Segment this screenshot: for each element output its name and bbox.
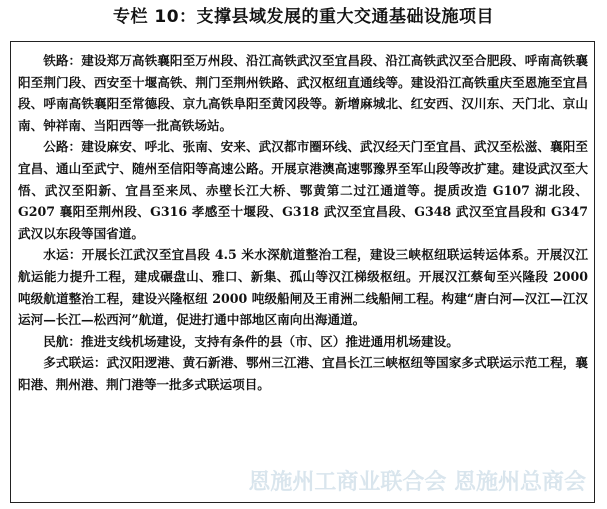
section-waterway-label: 水运： xyxy=(43,247,82,263)
section-railway xyxy=(18,50,588,136)
section-aviation-label: 民航： xyxy=(43,333,81,349)
section-railway-label: 铁路： xyxy=(43,53,82,68)
section-multimodal-label: 多式联运： xyxy=(43,355,107,371)
section-aviation-text: 推进支线机场建设，支持有条件的县（市、区）推进通用机场建设。 xyxy=(80,333,459,349)
section-highway-text: 建设麻安、呼北、张南、安来、武汉都市圈环线、武汉经天门至宜昌、武汉至松滋、襄阳至宜昌、通山至武宁、随州至信阳等高速公路。开展京港澳高速鄂豫界至军山段等改扩建。建设武汉至大悟、武汉至阳新、宜昌至来凤、赤壁长江大桥、鄂黄第二过江通道等。提质改造 G107 湖北段、G207 襄阳至荆州段、G316 孝感至十堰段、G318 武汉至宜昌段、G348 武汉至宜昌段和 G347 武汉以东段等国省道。 xyxy=(18,139,588,241)
section-waterway-text: 开展长江武汉至宜昌段 4.5 米水深航道整治工程，建设三峡枢纽联运转运体系。开展汉江航运能力提升工程，建成碾盘山、雅口、新集、孤山等汉江梯级枢纽。开展汉江蔡甸至兴隆段 2000 吨级航道整治工程，建设兴隆枢纽 2000 吨级船闸及王甫洲二线船闸工程。构建“唐白河—汉江—江汉运河—长江—松西河”航道，促进打通中部地区南向出海通道。 xyxy=(18,247,588,328)
section-multimodal xyxy=(18,352,588,395)
section-multimodal-text: 武汉阳逻港、黄石新港、鄂州三江港、宜昌长江三峡枢纽等国家多式联运示范工程，襄阳港、荆州港、荆门港等一批多式联运项目。 xyxy=(18,355,588,392)
section-aviation xyxy=(18,331,588,353)
project-content xyxy=(18,50,588,396)
section-highway-label: 公路： xyxy=(43,139,82,155)
project-box xyxy=(10,41,595,503)
section-waterway xyxy=(18,244,588,330)
section-railway-text: 建设郑万高铁襄阳至万州段、沿江高铁武汉至宜昌段、沿江高铁武汉至合肥段、呼南高铁襄阳至荆门段、西安至十堰高铁、荆门至荆州铁路、武汉枢纽直通线等。建设沿江高铁重庆至恩施至宜昌段、呼南高铁襄阳至常德段、京九高铁阜阳至黄冈段等。新增麻城北、红安西、汉川东、天门北、京山南、钟祥南、当阳西等一批高铁场站。 xyxy=(18,53,588,133)
page-title: 专栏 10：支撑县域发展的重大交通基础设施项目 xyxy=(112,7,495,27)
section-highway xyxy=(18,136,588,244)
watermark: 恩施州工商业联合会 恩施州总商会 xyxy=(248,470,586,495)
